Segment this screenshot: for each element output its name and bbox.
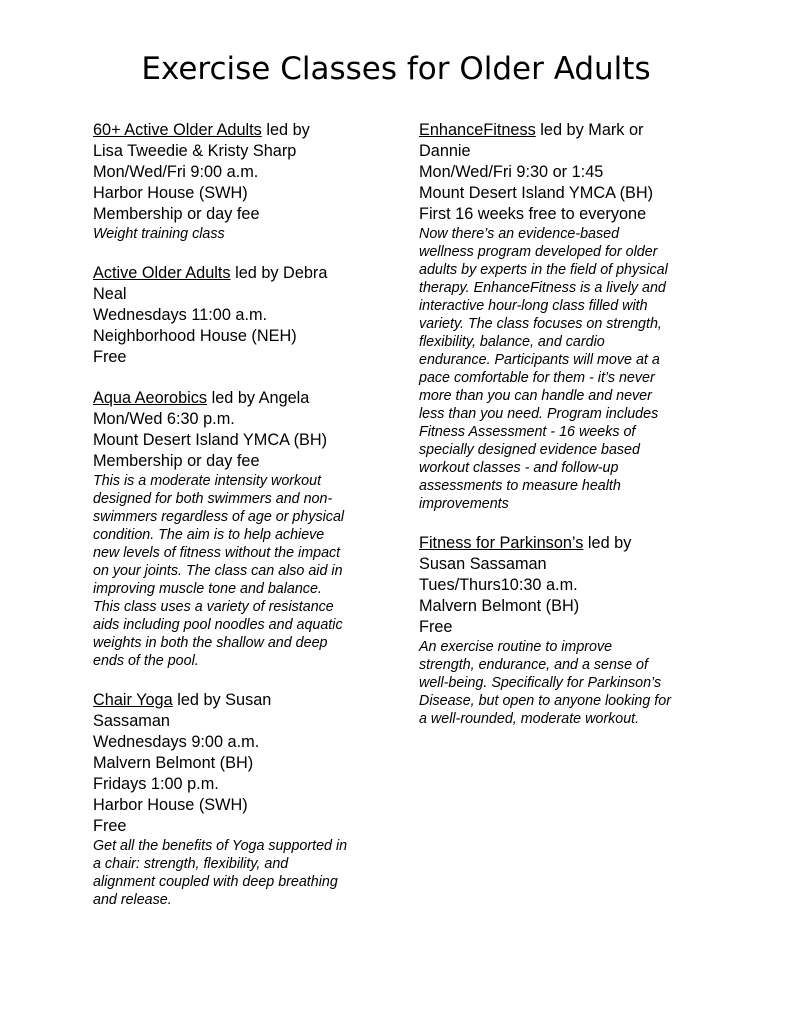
class-name: Active Older Adults [93, 264, 231, 282]
class-leader-line: Susan Sassaman [419, 555, 547, 573]
class-entry [93, 690, 383, 909]
class-schedule: Fridays 1:00 p.m. [93, 775, 219, 793]
class-schedule: Mon/Wed 6:30 p.m. [93, 410, 235, 428]
class-fee: First 16 weeks free to everyone [419, 205, 647, 223]
class-location: Mount Desert Island YMCA (BH) [419, 184, 654, 202]
class-location: Neighborhood House (NEH) [93, 327, 297, 345]
class-schedule: Mon/Wed/Fri 9:30 or 1:45 [419, 163, 604, 181]
class-leader: led by Susan [172, 691, 272, 709]
class-leader-line: Neal [93, 285, 127, 303]
class-location: Harbor House (SWH) [93, 184, 248, 202]
class-description: Now there’s an evidence-based wellness program developed for older adults by experts in the field of physical therapy. EnhanceFitness is a lively and interactive hour-long class filled with variety. The class focuses on strength, flexibility, balance, and cardio endurance. Participants will move at a pace comfortable for them - it’s never more than you can handle and never less than you need. Program includes Fitness Assessment - 16 weeks of specially designed evidence based workout classes - and follow-up assessments to measure health improvements [419, 226, 668, 512]
class-schedule: Mon/Wed/Fri 9:00 a.m. [93, 163, 259, 181]
class-description: Weight training class [93, 226, 225, 242]
class-entry [93, 263, 383, 368]
class-name: EnhanceFitness [419, 121, 536, 139]
class-name: Chair Yoga [93, 691, 173, 709]
class-name: Fitness for Parkinson’s [419, 534, 584, 552]
class-fee: Free [93, 348, 127, 366]
class-fee: Free [93, 817, 127, 835]
class-leader-line: Sassaman [93, 712, 170, 730]
class-leader: led by [583, 534, 632, 552]
class-location: Malvern Belmont (BH) [93, 754, 254, 772]
class-leader: led by Debra [230, 264, 328, 282]
class-fee: Membership or day fee [93, 452, 260, 470]
class-description: This is a moderate intensity workout designed for both swimmers and non- swimmers regardless of age or physical condition. The aim is to help achieve new levels of fitness without the impact on your joints. The class can also aid in improving muscle tone and balance. This class uses a variety of resistance aids including pool noodles and aquatic weights in both the shallow and deep ends of the pool. [93, 473, 345, 669]
class-leader-line: Dannie [419, 142, 471, 160]
page-title: Exercise Classes for Older Adults [141, 51, 651, 87]
class-leader-line: Lisa Tweedie & Kristy Sharp [93, 142, 297, 160]
class-heading [93, 388, 383, 409]
class-schedule: Wednesdays 9:00 a.m. [93, 733, 260, 751]
class-schedule: Tues/Thurs10:30 a.m. [419, 576, 578, 594]
class-leader: led by Mark or [535, 121, 644, 139]
class-heading [93, 690, 383, 711]
class-leader: led by [261, 121, 310, 139]
class-entry [93, 120, 383, 243]
class-heading [93, 263, 383, 284]
class-schedule: Wednesdays 11:00 a.m. [93, 306, 268, 324]
class-leader: led by Angela [207, 389, 310, 407]
right-column [419, 120, 704, 748]
class-fee: Free [419, 618, 453, 636]
class-entry [419, 533, 704, 728]
class-location: Harbor House (SWH) [93, 796, 248, 814]
class-heading [419, 533, 704, 554]
class-heading [419, 120, 704, 141]
class-fee: Membership or day fee [93, 205, 260, 223]
class-name: 60+ Active Older Adults [93, 121, 262, 139]
class-description: An exercise routine to improve strength, endurance, and a sense of well-being. Specifically for Parkinson’s Disease, but open to anyone looking for a well-rounded, moderate workout. [419, 639, 671, 727]
class-entry [93, 388, 383, 670]
class-entry [419, 120, 704, 513]
class-location: Mount Desert Island YMCA (BH) [93, 431, 328, 449]
class-heading [93, 120, 383, 141]
class-location: Malvern Belmont (BH) [419, 597, 580, 615]
class-description: Get all the benefits of Yoga supported in a chair: strength, flexibility, and alignment coupled with deep breathing and release. [93, 838, 348, 908]
left-column [93, 120, 383, 929]
class-name: Aqua Aeorobics [93, 389, 208, 407]
